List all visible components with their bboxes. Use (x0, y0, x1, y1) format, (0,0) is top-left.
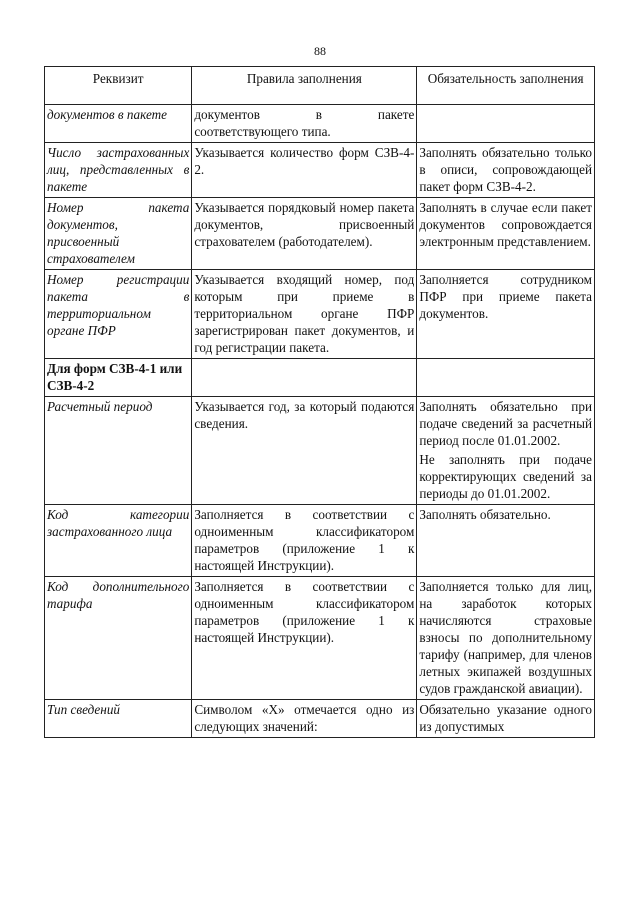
section-title: Для форм СЗВ-4-1 или СЗВ-4-2 (45, 359, 192, 397)
rule-cell: Указывается входящий номер, под которым при приеме в территориальном органе ПФР зарегистрирован пакет документов, и год регистрации пакета. (192, 270, 417, 359)
page-number: 88 (314, 44, 326, 58)
rekvizit-cell: Тип сведений (45, 700, 192, 738)
obligatory-cell: Заполняется только для лиц, на заработок которых начисляются страховые взносы по дополнительному тарифу (например, для членов летных экипажей воздушных судов гражданской авиации). (417, 577, 595, 700)
table-row (45, 143, 595, 198)
rule-cell: Указывается год, за который подаются сведения. (192, 397, 417, 505)
table-row (45, 577, 595, 700)
table-row (45, 270, 595, 359)
rekvizit-cell: Номер пакета документов, присвоенный страхователем (45, 198, 192, 270)
rule-cell: Указывается порядковый номер пакета документов, присвоенный страхователем (работодателем). (192, 198, 417, 270)
rule-cell: Символом «Х» отмечается одно из следующих значений: (192, 700, 417, 738)
header-obligatory: Обязательность заполнения (417, 67, 595, 105)
rule-cell: Заполняется в соответствии с одноименным классификатором параметров (приложение 1 к настоящей Инструкции). (192, 577, 417, 700)
header-rekvizit: Реквизит (45, 67, 192, 105)
table-header-row (45, 67, 595, 105)
table-row (45, 397, 595, 505)
obligatory-paragraph: Заполнять обязательно при подаче сведений за расчетный период после 01.01.2002. (419, 399, 592, 448)
obligatory-cell: Заполнять в случае если пакет документов сопровождается электронным представлением. (417, 198, 595, 270)
rekvizit-cell: Код дополнительного тарифа (45, 577, 192, 700)
rekvizit-cell: Код категории застрахованного лица (45, 505, 192, 577)
section-row (45, 359, 595, 397)
obligatory-cell: Заполняется сотрудником ПФР при приеме пакета документов. (417, 270, 595, 359)
table-row (45, 505, 595, 577)
empty-cell (417, 359, 595, 397)
obligatory-cell: Заполнять обязательно. (417, 505, 595, 577)
header-rules: Правила заполнения (192, 67, 417, 105)
rekvizit-cell: документов в пакете (45, 105, 192, 143)
obligatory-cell: Заполнять обязательно только в описи, сопровождающей пакет форм СЗВ-4-2. (417, 143, 595, 198)
rekvizit-cell: Расчетный период (45, 397, 192, 505)
rekvizit-cell: Номер регистрации пакета в территориальном органе ПФР (45, 270, 192, 359)
obligatory-cell (417, 105, 595, 143)
obligatory-cell: Обязательно указание одного из допустимых (417, 700, 595, 738)
table-row (45, 105, 595, 143)
table-row (45, 700, 595, 738)
table-row (45, 198, 595, 270)
obligatory-cell (417, 397, 595, 505)
rule-cell: Указывается количество форм СЗВ-4-2. (192, 143, 417, 198)
empty-cell (192, 359, 417, 397)
obligatory-paragraph: Не заполнять при подаче корректирующих сведений за периоды до 01.01.2002. (419, 452, 592, 501)
rule-cell: документов в пакете соответствующего типа. (192, 105, 417, 143)
rule-cell: Заполняется в соответствии с одноименным классификатором параметров (приложение 1 к настоящей Инструкции). (192, 505, 417, 577)
rekvizit-cell: Число застрахованных лиц, представленных в пакете (45, 143, 192, 198)
requisites-table (44, 66, 595, 738)
